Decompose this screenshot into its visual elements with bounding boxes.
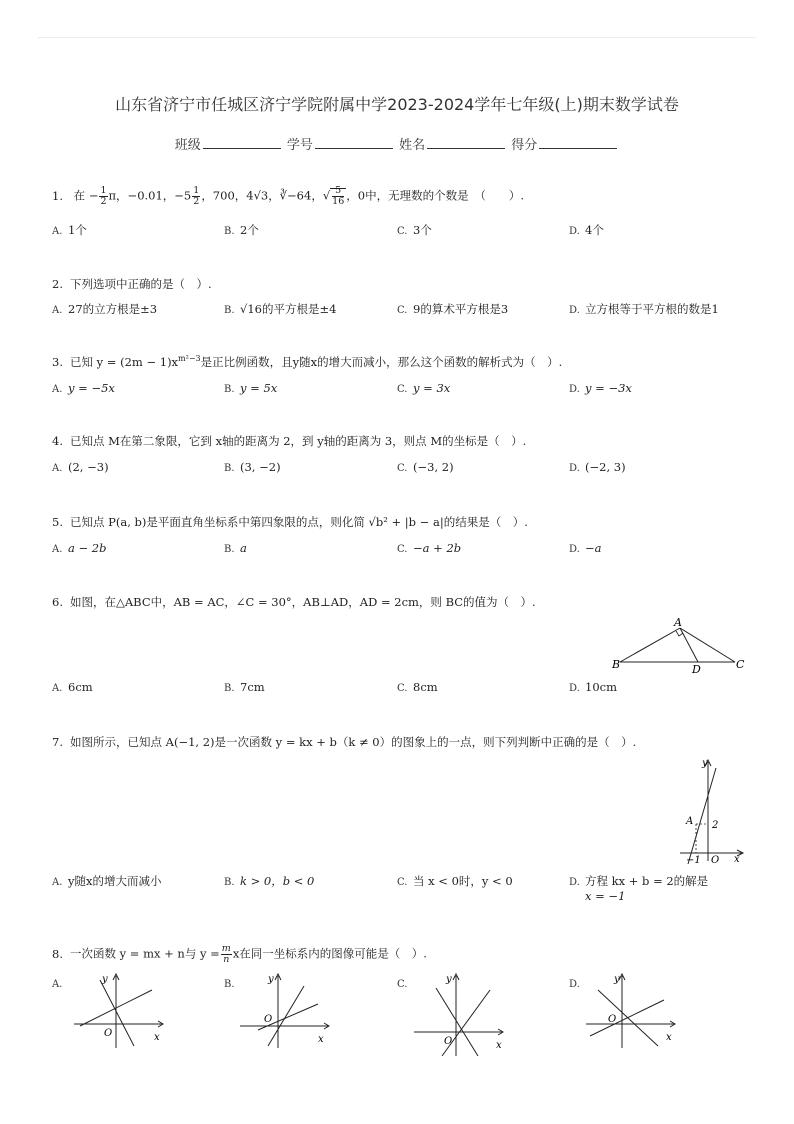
q3-option-b[interactable]: B. y = 5x [224,381,278,395]
q4-option-d[interactable]: D. (−2, 3) [569,460,626,474]
q5-option-a[interactable]: A. a − 2b [52,541,107,555]
svg-text:y: y [268,974,274,985]
page-title: 山东省济宁市任城区济宁学院附属中学2023-2024学年七年级(上)期末数学试卷 [115,95,679,114]
question-text-pre: 一次函数 y = mx + n与 y = [70,946,220,961]
q8-graph-d [584,970,684,1050]
question-4 [52,433,526,449]
question-number: 7. [52,735,63,749]
q3-option-d[interactable]: D. y = −3x [569,381,632,395]
q2-option-a[interactable]: A. 27的立方根是±3 [52,302,158,316]
point-a-label: A [686,816,694,827]
question-number: 2. [52,277,63,291]
question-text: 如图，在△ABC中，AB = AC，∠C = 30°，AB⊥AD，AD = 2cm，则 BC的值为（ ）. [70,595,536,609]
q6-option-a[interactable]: A. 6cm [52,680,93,694]
exponent: m²−3 [178,354,201,364]
svg-text:O: O [264,1014,273,1025]
tick-neg1-label: −1 [686,855,701,866]
q4-option-a[interactable]: A. (2, −3) [52,460,109,474]
question-number: 1. [52,188,63,203]
q6-option-d[interactable]: D. 10cm [569,680,617,694]
question-text: 已知 y = (2m − 1)x [70,355,179,369]
linear-function-figure [672,756,750,866]
question-5 [52,514,528,530]
svg-text:x: x [318,1034,324,1045]
q7-option-a[interactable]: A. y随x的增大而减小 [52,874,162,888]
svg-text:x: x [666,1032,672,1043]
question-text: 已知点 P(a, b)是平面直角坐标系中第四象限的点，则化简 √b² + |b − a|的结果是（ ）. [70,515,528,529]
svg-text:x: x [154,1032,160,1043]
question-3 [52,354,562,370]
q1-text-pre: 在 [73,188,86,203]
q4-option-b[interactable]: B. (3, −2) [224,460,281,474]
label-b: B [612,658,621,671]
id-label: 学号 [286,138,313,153]
q2-option-d[interactable]: D. 立方根等于平方根的数是1 [569,302,719,316]
question-1: 1. 在 − $\frac{1}{2}$ π，−0.01，−5 $\frac{1}{2}$ ，700，4√3，∛−64，√ $\frac{5}{16}$ ，0中，无理数的个数是 （ ）. [52,185,524,207]
q8-graph-a [72,970,172,1050]
question-text: 已知点 M在第二象限，它到 x轴的距离为 2，到 y轴的距离为 3，则点 M的坐标是（ ）. [70,434,527,448]
question-number: 5. [52,515,63,529]
label-d: D [692,663,701,676]
q8-option-d[interactable]: D. [569,979,580,990]
q8-option-c[interactable]: C. [397,979,408,990]
svg-text:y: y [446,974,452,985]
class-blank[interactable] [203,136,281,149]
svg-text:y: y [614,974,620,985]
label-a: A [674,616,682,629]
q7-option-b[interactable]: B. k > 0，b < 0 [224,874,315,888]
question-7 [52,734,636,750]
q8-graph-b [238,970,338,1050]
q8-graph-c [412,970,512,1058]
q5-option-d[interactable]: D. −a [569,541,602,555]
q1-text-2: ，700，4√3，∛−64， [201,188,323,203]
student-info-row [0,134,794,153]
class-label: 班级 [174,138,201,153]
q7-option-d[interactable]: D. 方程 kx + b = 2的解是 x = −1 [569,874,709,903]
q2-option-c[interactable]: C. 9的算术平方根是3 [397,302,509,316]
question-text: 如图所示，已知点 A(−1, 2)是一次函数 y = kx + b（k ≠ 0）的图象上的一点，则下列判断中正确的是（ ）. [70,735,637,749]
q8-option-a[interactable]: A. [52,979,63,990]
question-8 [52,944,427,965]
question-number: 8. [52,946,63,961]
q5-option-b[interactable]: B. a [224,541,247,555]
q2-option-b[interactable]: B. √16的平方根是±4 [224,302,337,316]
q1-frac-2: $\frac{1}{2}$ [193,185,200,207]
q4-option-c[interactable]: C. (−3, 2) [397,460,454,474]
q1-option-a[interactable]: A. 1个 [52,223,87,237]
svg-text:y: y [102,974,108,985]
svg-text:x: x [496,1040,502,1051]
svg-text:O: O [608,1014,617,1025]
q1-text-1: π，−0.01，−5 [108,188,192,203]
q5-option-c[interactable]: C. −a + 2b [397,541,462,555]
question-6 [52,594,536,610]
svg-text:O: O [444,1036,453,1047]
name-blank[interactable] [427,136,505,149]
id-blank[interactable] [315,136,393,149]
q1-frac-1: $\frac{1}{2}$ [100,185,107,207]
q3-option-a[interactable]: A. y = −5x [52,381,115,395]
question-text: 下列选项中正确的是（ ）. [70,277,212,291]
name-label: 姓名 [399,138,426,153]
label-c: C [736,658,745,671]
axis-x-label: x [734,854,740,865]
q8-option-b[interactable]: B. [224,979,235,990]
svg-text:O: O [104,1028,113,1039]
q1-frac-3: $\frac{5}{16}$ [332,185,345,207]
score-blank[interactable] [539,136,617,149]
question-2 [52,276,212,292]
q1-text-3: ，0中，无理数的个数是 （ ）. [346,188,524,203]
question-number: 6. [52,595,63,609]
score-label: 得分 [511,138,538,153]
q8-frac: $\frac{m}{n}$ [221,943,231,965]
top-divider [38,37,756,38]
triangle-figure [610,616,750,676]
question-number: 4. [52,434,63,448]
q7-option-c[interactable]: C. 当 x < 0时，y < 0 [397,874,513,888]
tick-2-label: 2 [712,820,719,831]
q1-option-b[interactable]: B. 2个 [224,223,259,237]
q6-option-b[interactable]: B. 7cm [224,680,265,694]
q6-option-c[interactable]: C. 8cm [397,680,438,694]
question-number: 3. [52,355,63,369]
origin-label: O [711,855,720,866]
question-text-post: x在同一坐标系内的图像可能是（ ）. [232,946,427,961]
q1-option-c[interactable]: C. 3个 [397,223,432,237]
q3-option-c[interactable]: C. y = 3x [397,381,451,395]
q1-option-d[interactable]: D. 4个 [569,223,604,237]
axis-y-label: y [702,758,708,769]
question-text-2: 是正比例函数，且y随x的增大而减小，那么这个函数的解析式为（ ）. [200,355,563,369]
